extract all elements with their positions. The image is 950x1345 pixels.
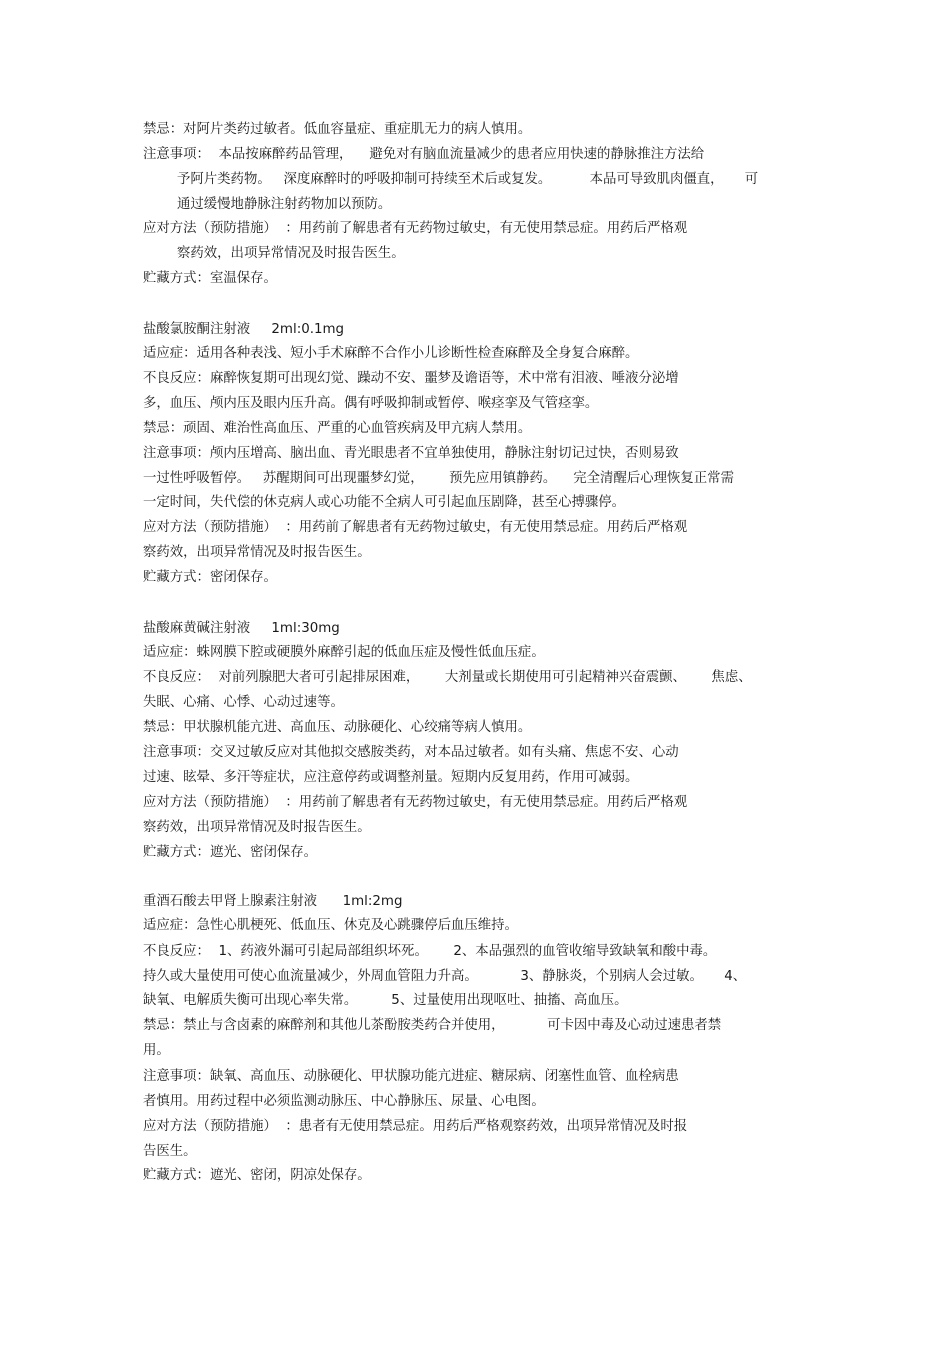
adverse-reactions-line: 缺氧、电解质失衡可出现心率失常。 5、过量使用出现呕吐、抽搐、高血压。 [143,993,628,1008]
drug-title: 重酒石酸去甲肾上腺素注射液 1ml:2mg [143,894,403,909]
countermeasure-line: 应对方法（预防措施） ：患者有无使用禁忌症。用药后严格观察药效，出项异常情况及时报 [143,1119,688,1134]
indications-line: 适应症：蛛网膜下腔或硬膜外麻醉引起的低血压症及慢性低血压症。 [143,645,545,660]
adverse-reactions-line: 不良反应：麻醉恢复期可出现幻觉、躁动不安、噩梦及谵语等，术中常有泪液、唾液分泌增 [143,371,679,386]
adverse-reactions-line: 失眠、心痛、心悸、心动过速等。 [143,695,344,710]
drug-title: 盐酸麻黄碱注射液 1ml:30mg [143,621,340,636]
precautions-line: 注意事项：交叉过敏反应对其他拟交感胺类药，对本品过敏者。如有头痛、焦虑不安、心动 [143,745,679,760]
precautions-line: 注意事项： 本品按麻醉药品管理， 避免对有脑血流量减少的患者应用快速的静脉推注方法给 [143,147,705,162]
contraindications-line: 禁忌：顽固、难治性高血压、严重的心血管疾病及甲亢病人禁用。 [143,421,532,436]
countermeasure-line: 察药效，出项异常情况及时报告医生。 [177,246,405,261]
countermeasure-line: 察药效，出项异常情况及时报告医生。 [143,820,371,835]
storage-line: 贮藏方式：密闭保存。 [143,570,277,585]
adverse-reactions-line: 持久或大量使用可使心血流量减少，外周血管阻力升高。 3、静脉炎，个别病人会过敏。 4、 [143,969,747,984]
indications-line: 适应症：适用各种表浅、短小手术麻醉不合作小儿诊断性检查麻醉及全身复合麻醉。 [143,346,639,361]
indications-line: 适应症：急性心肌梗死、低血压、休克及心跳骤停后血压维持。 [143,918,518,933]
countermeasure-line: 察药效，出项异常情况及时报告医生。 [143,545,371,560]
storage-line: 贮藏方式：遮光、密闭保存。 [143,845,318,860]
precautions-line: 注意事项：颅内压增高、脑出血、青光眼患者不宜单独使用，静脉注射切记过快，否则易致 [143,446,679,461]
storage-line: 贮藏方式：遮光、密闭，阴凉处保存。 [143,1168,371,1183]
precautions-line: 注意事项：缺氧、高血压、动脉硬化、甲状腺功能亢进症、糖尿病、闭塞性血管、血栓病患 [143,1069,679,1084]
adverse-reactions-line: 多，血压、颅内压及眼内压升高。偶有呼吸抑制或暂停、喉痉挛及气管痉挛。 [143,396,599,411]
countermeasure-line: 告医生。 [143,1144,197,1159]
contraindications-line: 禁忌：甲状腺机能亢进、高血压、动脉硬化、心绞痛等病人慎用。 [143,720,532,735]
precautions-line: 者慎用。用药过程中必须监测动脉压、中心静脉压、尿量、心电图。 [143,1094,545,1109]
countermeasure-line: 应对方法（预防措施） ：用药前了解患者有无药物过敏史，有无使用禁忌症。用药后严格观 [143,221,688,236]
contraindications-line: 禁忌：禁止与含卤素的麻醉剂和其他儿茶酚胺类药合并使用， 可卡因中毒及心动过速患者禁 [143,1018,722,1033]
drug-title: 盐酸氯胺酮注射液 2ml:0.1mg [143,322,345,337]
countermeasure-line: 应对方法（预防措施） ：用药前了解患者有无药物过敏史，有无使用禁忌症。用药后严格观 [143,520,688,535]
storage-line: 贮藏方式：室温保存。 [143,271,277,286]
contraindications-line: 禁忌：对阿片类药过敏者。低血容量症、重症肌无力的病人慎用。 [143,122,532,137]
precautions-line: 通过缓慢地静脉注射药物加以预防。 [177,197,392,212]
adverse-reactions-line: 不良反应： 对前列腺肥大者可引起排尿困难， 大剂量或长期使用可引起精神兴奋震颤、 焦虑、 [143,670,752,685]
countermeasure-line: 应对方法（预防措施） ：用药前了解患者有无药物过敏史，有无使用禁忌症。用药后严格观 [143,795,688,810]
precautions-line: 一过性呼吸暂停。 苏醒期间可出现噩梦幻觉， 预先应用镇静药。 完全清醒后心理恢复正常需 [143,471,734,486]
precautions-line: 一定时间，失代偿的休克病人或心功能不全病人可引起血压剧降，甚至心搏骤停。 [143,495,626,510]
contraindications-line: 用。 [143,1043,170,1058]
precautions-line: 过速、眩晕、多汗等症状，应注意停药或调整剂量。短期内反复用药，作用可减弱。 [143,770,639,785]
precautions-line: 予阿片类药物。 深度麻醉时的呼吸抑制可持续至术后或复发。 本品可导致肌肉僵直， 可 [177,172,759,187]
adverse-reactions-line: 不良反应： 1、药液外漏可引起局部组织坏死。 2、本品强烈的血管收缩导致缺氧和酸中毒。 [143,944,717,959]
